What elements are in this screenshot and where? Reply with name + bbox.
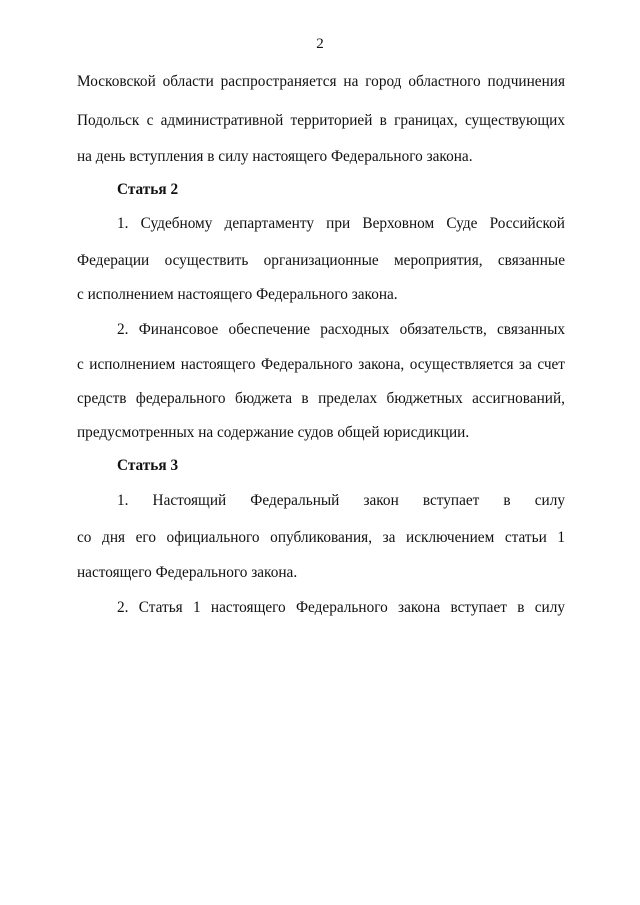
paragraph-line: с исполнением настоящего Федерального закона, осуществляется за счет — [77, 356, 565, 373]
paragraph-line: с исполнением настоящего Федерального закона. — [77, 286, 398, 303]
paragraph-line: на день вступления в силу настоящего Федерального закона. — [77, 148, 473, 165]
article-heading: Статья 3 — [117, 457, 179, 474]
paragraph-line: 2. Статья 1 настоящего Федерального закона вступает в силу — [117, 599, 565, 616]
page-number: 2 — [316, 36, 324, 52]
paragraph-line: настоящего Федерального закона. — [77, 564, 298, 581]
article-heading: Статья 2 — [117, 181, 179, 198]
paragraph-line: Федерации осуществить организационные мероприятия, связанные — [77, 252, 565, 269]
paragraph-line: Московской области распространяется на город областного подчинения — [77, 73, 565, 90]
paragraph-line: со дня его официального опубликования, за исключением статьи 1 — [77, 529, 565, 546]
paragraph-line: предусмотренных на содержание судов общей юрисдикции. — [77, 424, 470, 441]
paragraph-line: 1. Судебному департаменту при Верховном Суде Российской — [117, 215, 565, 232]
paragraph-line: 1. Настоящий Федеральный закон вступает в силу — [117, 492, 565, 509]
paragraph-line: средств федерального бюджета в пределах бюджетных ассигнований, — [77, 390, 565, 407]
paragraph-line: Подольск с административной территорией в границах, существующих — [77, 112, 565, 129]
paragraph-line: 2. Финансовое обеспечение расходных обязательств, связанных — [117, 321, 565, 338]
